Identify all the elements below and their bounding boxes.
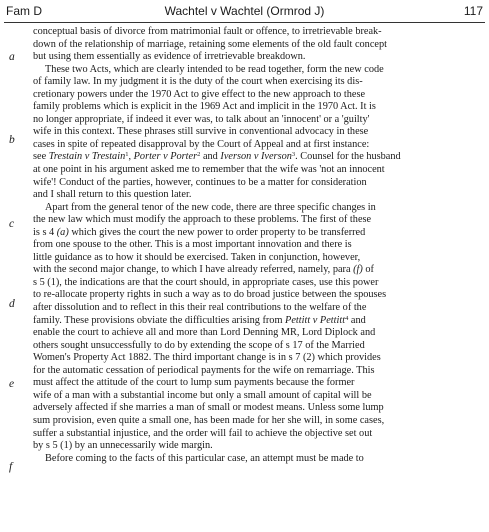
text-line: Before coming to the facts of this particular case, an attempt must be made to (45, 452, 364, 464)
text-line: enable the court to achieve all and more than Lord Denning MR, Lord Diplock and (33, 327, 376, 339)
text-line: suffer a substantial injustice, and the order will fail to achieve the objective set out (33, 427, 373, 439)
margin-letter-e: e (9, 378, 15, 390)
header-case-title: Wachtel v Wachtel (Ormrod J) (164, 4, 325, 18)
text-line: to re-allocate property rights in such a way as to do broad justice between the spouses (33, 289, 387, 301)
text-line: family. These provisions obviate the difficulties arising from Pettitt v Pettitt$^4$ and (33, 314, 366, 326)
text-line: the new law which must modify the approach to these problems. The first of these (33, 214, 372, 226)
text-line: wife of a man with a substantial income but only a small amount of capital will be (33, 389, 372, 401)
text-line: Apart from the general tenor of the new code, there are three specific changes in (45, 201, 376, 213)
header-rule (4, 22, 485, 23)
text-line: no longer appropriate, if indeed it ever was, to talk about an 'innocent' or a 'guilty' (33, 113, 370, 125)
margin-letter-d: d (9, 298, 15, 310)
text-line: adversely affected if she marries a man of small or modest means. Unless some lump (33, 402, 384, 414)
text-line: at one point in his argument asked me to remember that the wife was 'not an innocent (33, 164, 385, 176)
text-line: These two Acts, which are clearly intended to be read together, form the new code (45, 63, 384, 75)
text-line: wife'! Conduct of the parties, however, continues to be a matter for consideration (33, 176, 367, 188)
margin-letter-f: f (9, 461, 13, 473)
text-line: is s 4 (a) which gives the court the new power to order property to be transferred (33, 226, 366, 238)
text-line: conceptual basis of divorce from matrimonial fault or offence, to irretrievable break- (33, 26, 382, 37)
header-page-number: 117 (463, 4, 483, 18)
judgment-text (33, 26, 483, 465)
text-line: cretionary powers under the 1970 Act to give effect to the new approach to these (33, 88, 366, 100)
text-line: after dissolution and to reflect in this their real contributions to the welfare of the (33, 302, 367, 314)
text-line: and I shall return to this question later. (33, 189, 192, 201)
text-line: with the second major change, to which I have already referred, namely, para (f) of (33, 264, 374, 276)
margin-letter-a: a (9, 51, 15, 63)
text-line: little guidance as to how it should be exercised. Taken in conjunction, however, (33, 251, 361, 263)
text-line: family problems which is explicit in the 1969 Act and implicit in the 1970 Act. It is (33, 101, 376, 113)
text-line: must affect the attitude of the court to lump sum payments because the former (33, 377, 355, 389)
text-line: of family law. In my judgment it is the duty of the court when exercising its dis- (33, 76, 363, 88)
text-line: see Trestain v Trestain$^1$, Porter v Porter$^2$ and Iverson v Iverson$^3$. Counsel for the husband (33, 151, 401, 163)
header-report-name: Fam D (6, 4, 42, 18)
text-line: Women's Property Act 1882. The third important change is in s 7 (2) which provides (33, 352, 381, 364)
text-line: for the automatic cessation of periodical payments for the wife on remarriage. This (33, 364, 375, 376)
margin-letter-c: c (9, 218, 15, 230)
text-line: sum provision, even quite a small one, has been made for her she will, in some cases, (33, 414, 385, 426)
text-line: down of the relationship of marriage, retaining some elements of the old fault concept (33, 38, 387, 50)
text-line: s 5 (1), the indications are that the court should, in appropriate cases, use this power (33, 276, 379, 288)
margin-letter-b: b (9, 134, 15, 146)
text-line: cases in spite of repeated disapproval by the Court of Appeal and at first instance: (33, 138, 370, 150)
text-line: others sought unsuccessfully to do by extending the scope of s 17 of the Married (33, 339, 365, 351)
text-line: from one spouse to the other. This is a most important innovation and there is (33, 239, 352, 251)
running-header (0, 4, 489, 20)
text-line: by s 5 (1) by an unnecessarily wide margin. (33, 440, 213, 452)
text-line: but using them essentially as evidence of irretrievable breakdown. (33, 51, 306, 63)
text-line: wife in this context. These phrases still survive in conventional advocacy in these (33, 126, 369, 138)
